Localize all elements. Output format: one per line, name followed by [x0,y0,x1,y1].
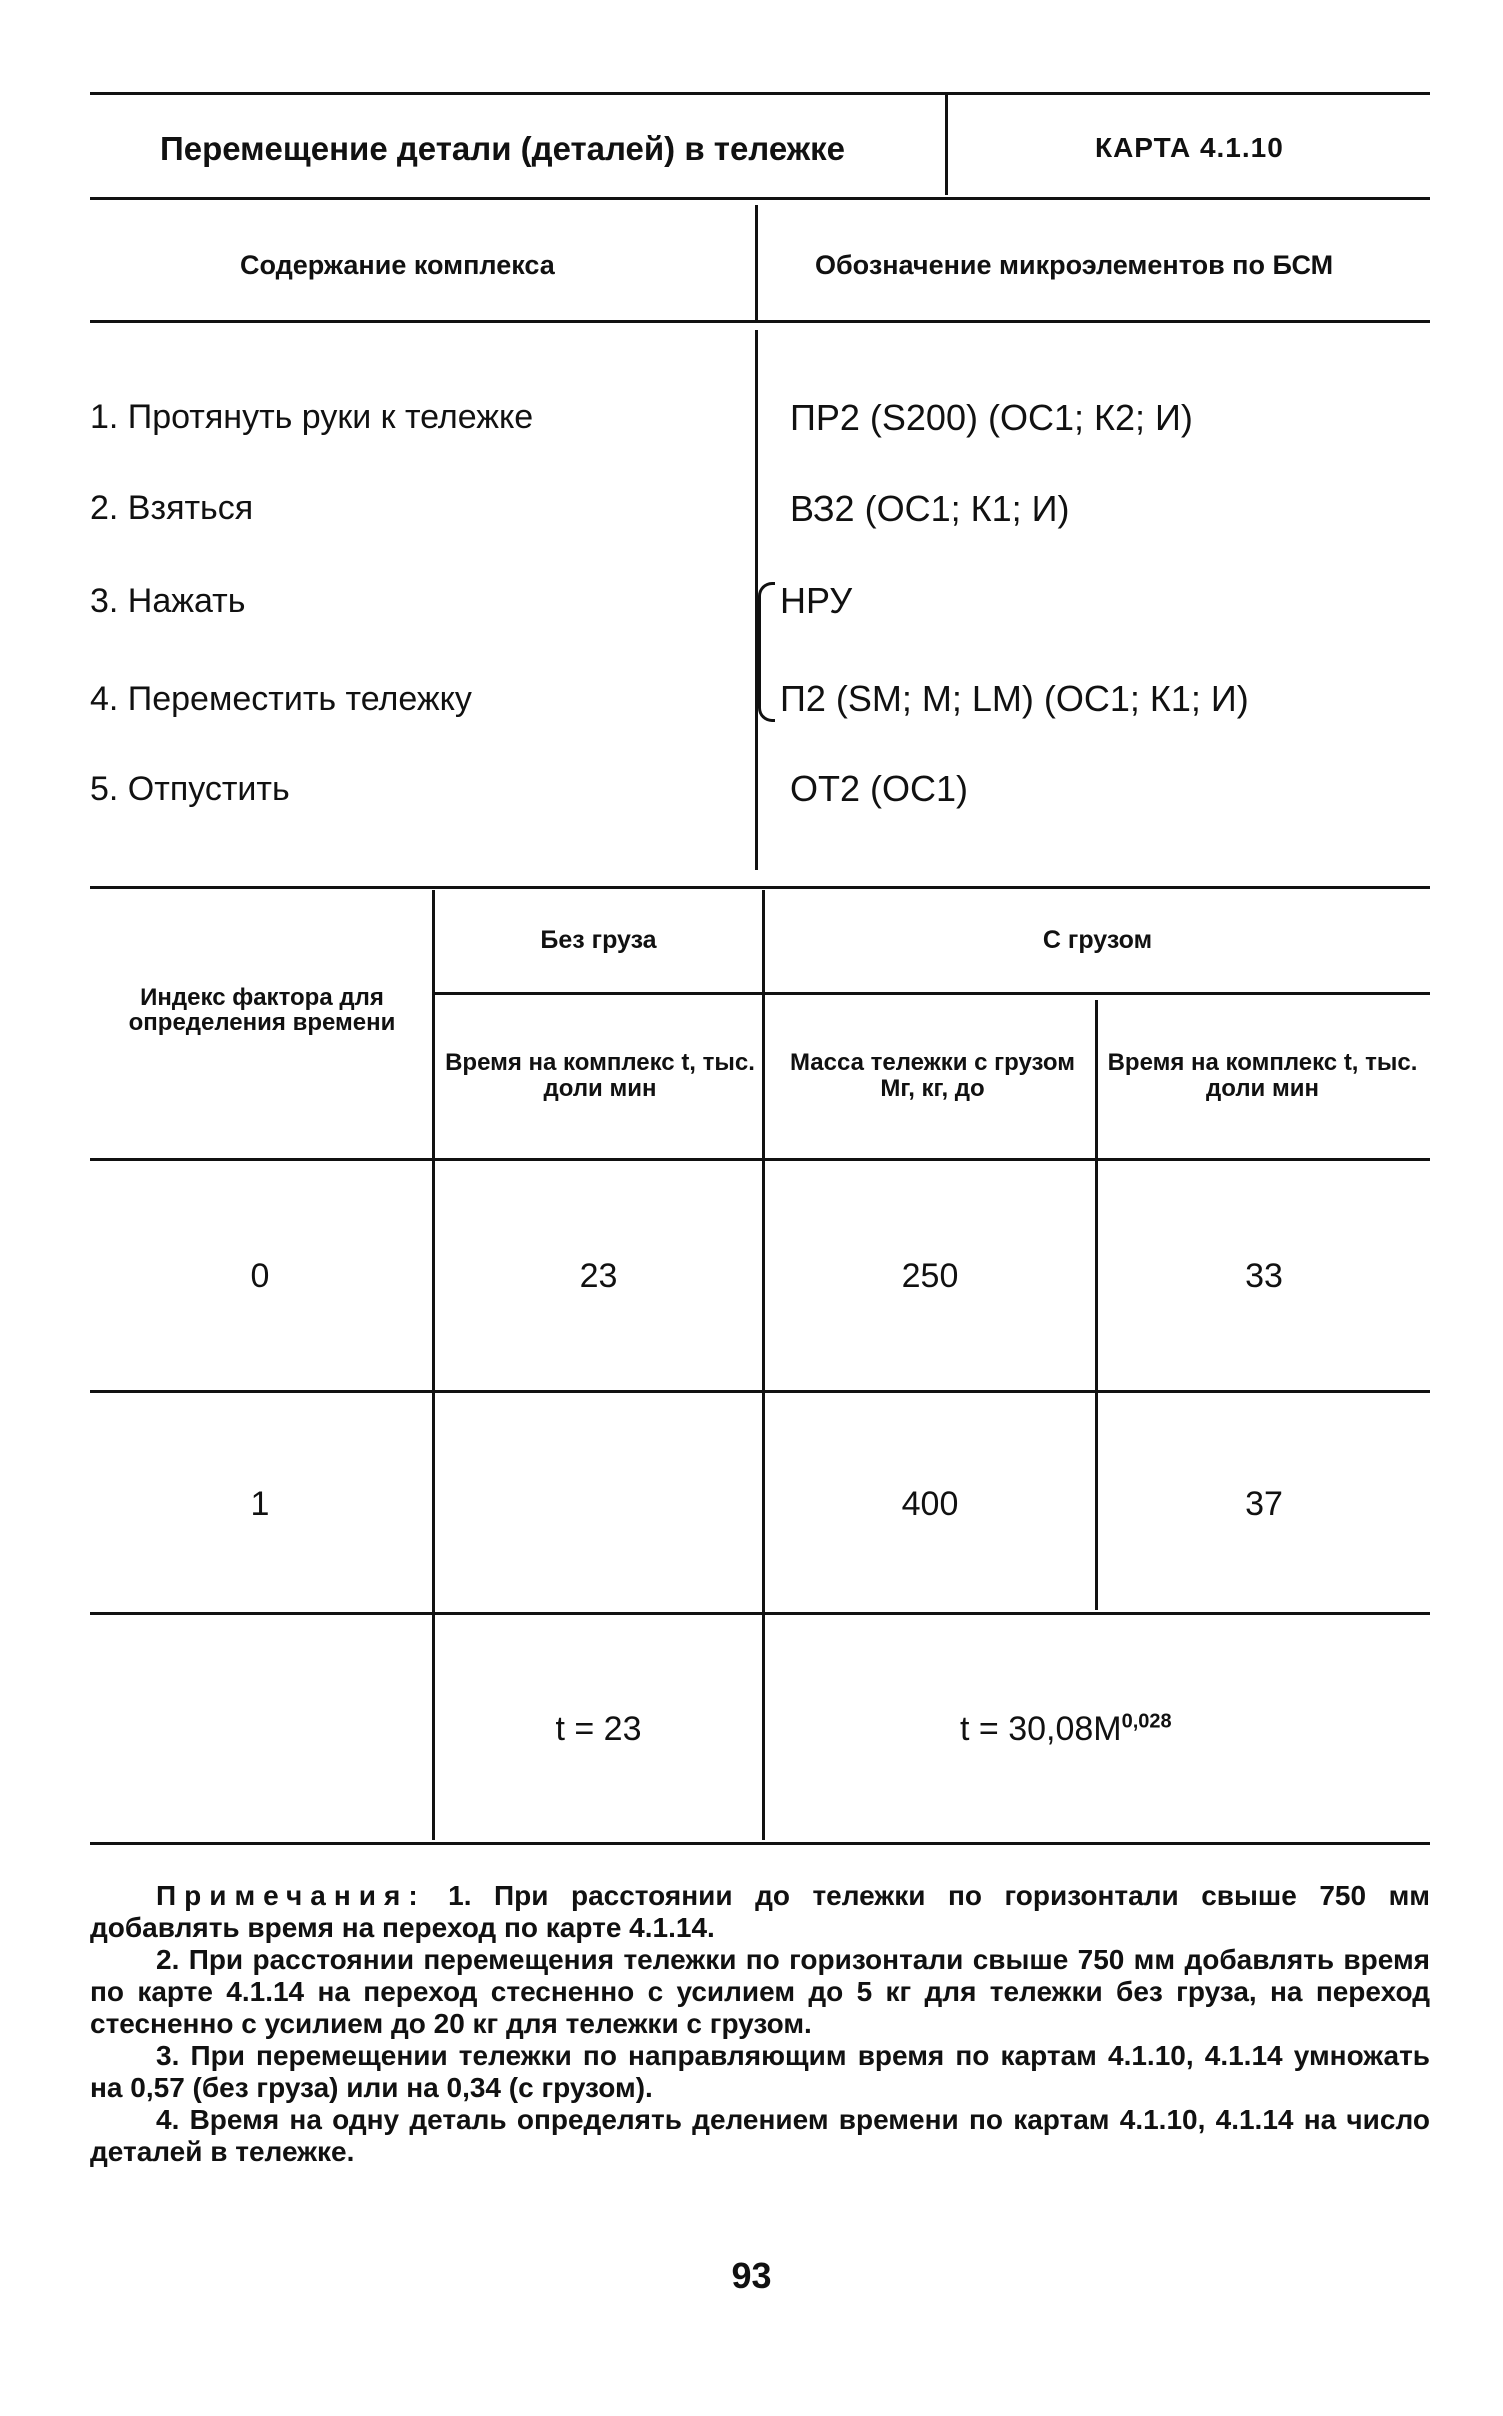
no-load-time-header: Время на комплекс t, тыс. доли мин [445,1049,755,1102]
step-5-code: ОТ2 (ОС1) [790,768,969,809]
rule-top [90,92,1430,95]
step-4-label: 4. Переместить тележку [90,680,472,718]
step-3-code: НРУ [780,580,853,621]
note-1 [90,1880,1430,1944]
note-3: 3. При перемещении тележки по направляющим время по картам 4.1.10, 4.1.14 умножать на 0,57 (без груза) или на 0,34 (с грузом). [90,2040,1430,2103]
notes [90,1880,1430,2168]
rule-table-bottom [90,1842,1430,1845]
row-0-no-load-time: 23 [579,1257,618,1295]
formula-no-load: t = 23 [555,1710,642,1748]
formula-load [960,1710,1172,1749]
step-1-code: ПР2 (S200) (ОС1; К2; И) [790,397,1193,438]
formula-load-exponent: 0,028 [1121,1710,1172,1733]
rule-header-end [90,1158,1430,1161]
row-1-time: 37 [1245,1485,1283,1523]
card-title: Перемещение детали (деталей) в тележке [160,130,846,167]
card-number: КАРТА 4.1.10 [1095,132,1284,163]
notes-lead: Примечания: [156,1880,426,1911]
step-4-code: П2 (SM; M; LM) (ОС1; К1; И) [780,678,1249,719]
mass-header: Масса тележки с грузом Mг, кг, до [790,1049,1075,1102]
rule-row-0 [90,1390,1430,1393]
row-0-index: 0 [250,1257,270,1295]
rule-row-1 [90,1612,1430,1615]
note-4: 4. Время на одну деталь определять делением времени по картам 4.1.10, 4.1.14 на число деталей в тележке. [90,2104,1430,2167]
rule-table-top [90,886,1430,889]
complex-divider-top [755,205,758,320]
step-1-label: 1. Протянуть руки к тележке [90,398,534,436]
step-3-label: 3. Нажать [90,582,246,620]
row-1-mass: 400 [901,1485,959,1523]
header-divider [945,95,948,195]
no-load-header: Без груза [540,926,657,954]
row-1-index: 1 [250,1485,270,1523]
row-0-mass: 250 [901,1257,959,1295]
rule-complex-header [90,320,1430,323]
note-2: 2. При расстоянии перемещения тележки по горизонтали свыше 750 мм добавлять время по карте 4.1.14 на переход стесненно с усилием до 5 кг для тележки без груза, на переход стесненно с усилием до 20 кг для тележки с грузом. [90,1944,1430,2039]
load-time-header: Время на комплекс t, тыс. доли мин [1107,1049,1418,1102]
row-0-time: 33 [1245,1257,1283,1295]
step-5-label: 5. Отпустить [90,770,290,808]
table-vline-1 [432,890,435,1840]
rule-subheader [435,992,1430,995]
step-2-label: 2. Взяться [90,489,254,527]
brace-icon [758,582,775,722]
with-load-header: С грузом [1042,926,1153,954]
formula-load-base: t = 30,08M [960,1710,1122,1748]
rule-header-bottom [90,197,1430,200]
complex-col-right-header: Обозначение микроэлементов по БСМ [815,250,1334,280]
note-1-text: 1. При расстоянии до тележки по горизонтали свыше 750 мм добавлять время на переход по карте 4.1.14. [90,1880,1430,1943]
page-number: 93 [731,2255,772,2296]
step-2-code: ВЗ2 (ОС1; К1; И) [790,488,1070,529]
table-index-header: Индекс фактора для определения времени [128,984,396,1036]
table-vline-2 [762,890,765,1840]
complex-col-left-header: Содержание комплекса [240,250,555,280]
